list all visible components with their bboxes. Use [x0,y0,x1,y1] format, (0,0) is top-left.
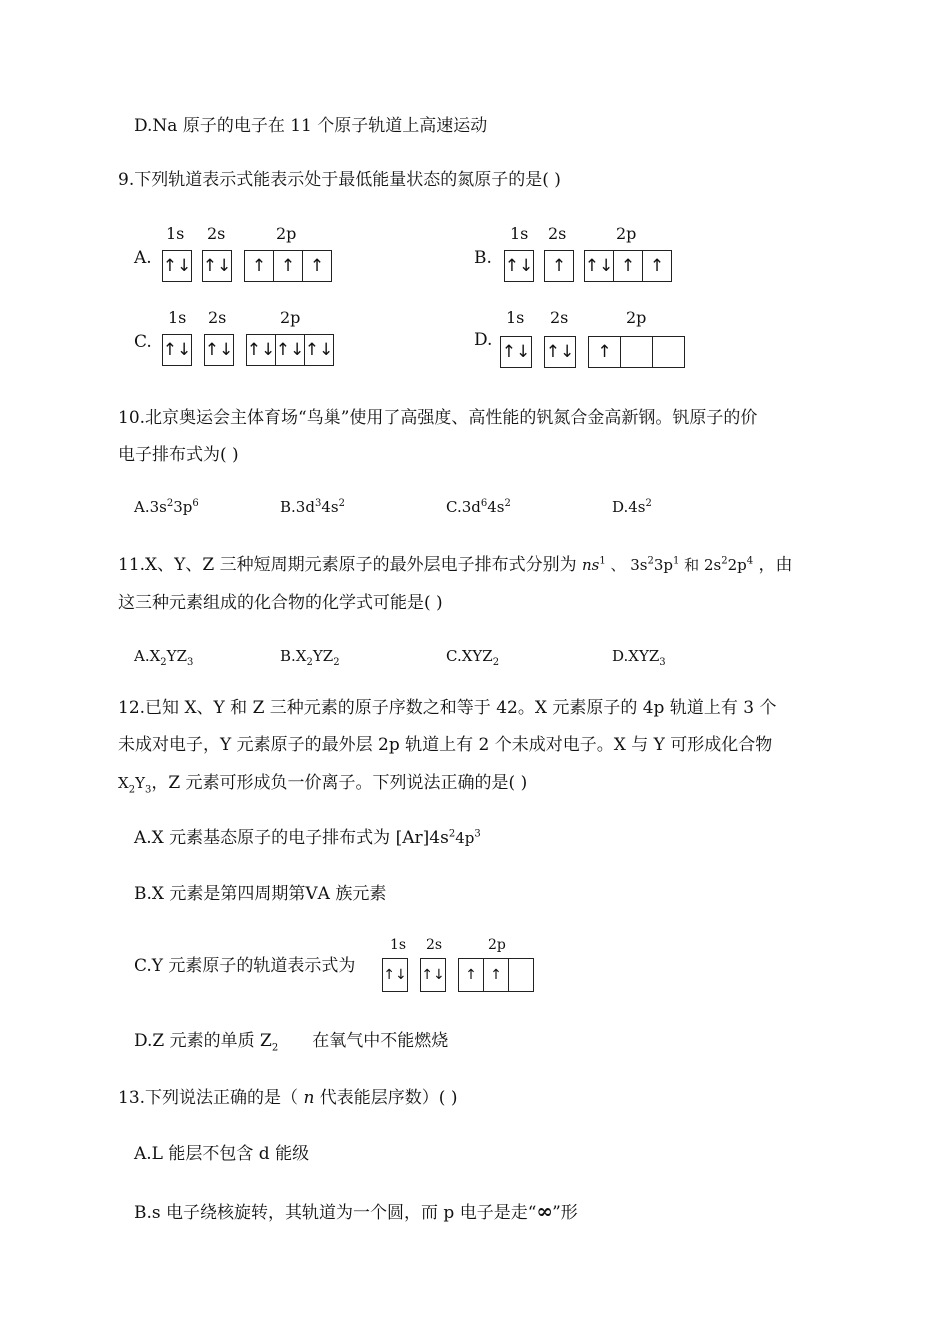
orbital-box-1s [504,250,534,282]
orbital-box-2p [588,336,685,368]
orbital-box-2s [420,958,446,992]
orbital-box-2s [544,250,574,282]
q12-stem-line1: 12.已知 X、Y 和 Z 三种元素的原子序数之和等于 42。X 元素原子的 4p 轨道上有 3 个 [118,698,777,718]
orbital-label-2p: 2p [626,308,647,327]
q10-option-a: $A.3s^23p^6$ [134,498,199,516]
orbital-cell: ↑ [649,256,665,276]
orbital-box-2p [458,958,534,992]
orbital-box-2p [246,334,334,366]
orbital-cell: ↑ [589,337,621,367]
orbital-box-1s [382,958,408,992]
q9-option-b-diagram [474,226,714,286]
q10-stem-line2: 电子排布式为( ) [118,445,239,465]
orbital-label-1s: 1s [168,308,187,327]
orbital-box-2p [244,250,332,282]
q11-option-c: $C.XYZ_2$ [446,647,500,668]
q10-option-b: $B.3d^34s^2$ [280,498,345,516]
orbital-cell: ↑↓ [162,256,192,276]
orbital-box-1s [162,250,192,282]
orbital-label-1s: 1s [510,224,529,243]
orbital-label-2s: 2s [426,937,443,953]
orbital-label-2s: 2s [550,308,569,327]
q8-option-d: D.Na 原子的电子在 11 个原子轨道上高速运动 [134,116,488,136]
q12-option-b: B.X 元素是第四周期第ⅤA 族元素 [134,884,387,904]
orbital-cell: ↑ [459,959,484,991]
option-letter: B. [474,248,492,268]
orbital-label-1s: 1s [506,308,525,327]
orbital-cell: ↑↓ [162,340,192,360]
orbital-cell: ↑ [614,251,643,281]
q12-option-a: A.X 元素基态原子的电子排布式为 $[Ar]4s^24p^3$ [134,828,481,848]
orbital-cell [653,337,684,367]
orbital-cell: ↑↓ [202,256,232,276]
orbital-cell: ↑↓ [585,251,614,281]
option-letter: A. [134,248,152,268]
orbital-label-2p: 2p [280,308,301,327]
q12-option-c: C.Y 元素原子的轨道表示式为 [134,956,356,976]
orbital-box-2s [202,250,232,282]
orbital-cell: ↑ [551,256,567,276]
q10-option-d: $D.4s^2$ [612,498,652,516]
q12-stem-line2: 未成对电子，Y 元素原子的最外层 2p 轨道上有 2 个未成对电子。X 与 Y 可形成化合物 [118,735,773,755]
orbital-cell: ↑↓ [247,335,276,365]
orbital-cell: ↑↓ [501,342,531,362]
q9-option-d-diagram [474,310,714,374]
orbital-cell: ↑↓ [504,256,534,276]
orbital-label-1s: 1s [166,224,185,243]
q9-option-c-diagram [134,310,374,370]
orbital-cell: ↑↓ [383,967,407,983]
orbital-box-2s [204,334,234,366]
option-letter: C. [134,332,152,352]
q10-stem-line1: 10.北京奥运会主体育场“鸟巢”使用了高强度、高性能的钒氮合金高新钢。钒原子的价 [118,408,758,428]
q10-option-c: $C.3d^64s^2$ [446,498,511,516]
orbital-label-2p: 2p [616,224,637,243]
q12-option-c-diagram [380,938,550,994]
q12-stem-line3: $X_2Y_3$，Z 元素可形成负一价离子。下列说法正确的是( ) [118,773,528,796]
orbital-box-1s [162,334,192,366]
q13-option-b: B.s 电子绕核旋转，其轨道为一个圆，而 p 电子是走“∞”形 [134,1199,578,1223]
q11-stem-line1: 11.X、Y、Z 三种短周期元素原子的最外层电子排布式分别为 $ns^1$ 、 $3s^23p^1$ 和 $2s^22p^4$ ，由 [118,555,793,575]
orbital-cell: ↑ [274,251,303,281]
orbital-label-2s: 2s [548,224,567,243]
q9-option-a-diagram [134,226,374,286]
q11-option-b: $B.X_2YZ_2$ [280,647,340,668]
orbital-cell: ↑ [245,251,274,281]
orbital-cell: ↑ [484,959,509,991]
orbital-label-1s: 1s [390,937,407,953]
orbital-box-2s [544,336,576,368]
infinity-shape-icon: ∞ [536,1199,553,1223]
orbital-label-2s: 2s [207,224,226,243]
orbital-label-2s: 2s [208,308,227,327]
orbital-label-2p: 2p [488,937,506,953]
orbital-cell: ↑↓ [276,335,305,365]
q9-stem: 9.下列轨道表示式能表示处于最低能量状态的氮原子的是( ) [118,170,561,190]
orbital-cell [509,959,533,991]
orbital-cell: ↑ [309,256,325,276]
orbital-box-1s [500,336,532,368]
q12-option-d: D.Z 元素的单质 $Z_2$ 在氧气中不能燃烧 [134,1031,449,1054]
orbital-box-2p [584,250,672,282]
orbital-cell: ↑↓ [304,340,334,360]
q11-option-a: $A.X_2YZ_3$ [134,647,194,668]
q11-option-d: $D.XYZ_3$ [612,647,666,668]
q13-stem: 13.下列说法正确的是（ n 代表能层序数）( ) [118,1088,458,1108]
q11-stem-line2: 这三种元素组成的化合物的化学式可能是( ) [118,593,443,613]
orbital-cell: ↑↓ [204,340,234,360]
q13-option-a: A.L 能层不包含 d 能级 [134,1144,310,1164]
orbital-cell: ↑↓ [545,342,575,362]
orbital-cell: ↑↓ [421,967,445,983]
orbital-cell [621,337,653,367]
option-letter: D. [474,330,493,350]
orbital-label-2p: 2p [276,224,297,243]
